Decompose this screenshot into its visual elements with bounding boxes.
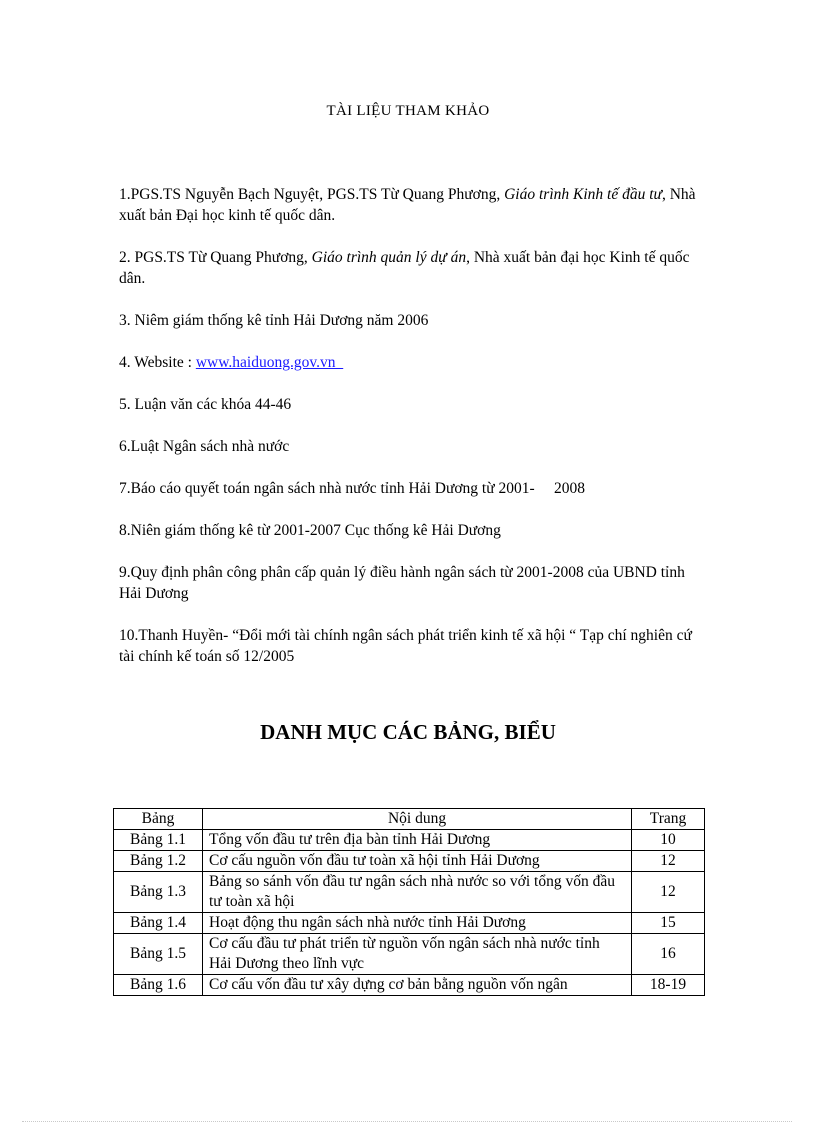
table-id-cell: Bảng 1.3 [114, 872, 203, 913]
table-page-cell: 16 [632, 934, 705, 975]
table-content-cell: Cơ cấu nguồn vốn đầu tư toàn xã hội tỉnh Hải Dương [203, 851, 632, 872]
reference-item: 6.Luật Ngân sách nhà nước [119, 438, 290, 455]
reference-item: 10.Thanh Huyền- “Đổi mới tài chính ngân sách phát triển kinh tế xã hội “ Tạp chí nghiên cứ tài chính kế toán số 12/2005 [119, 627, 692, 665]
reference-item: 3. Niêm giám thống kê tỉnh Hải Dương năm 2006 [119, 312, 429, 329]
table-id-cell: Bảng 1.2 [114, 851, 203, 872]
table-id-cell: Bảng 1.1 [114, 830, 203, 851]
reference-item: 1.PGS.TS Nguyễn Bạch Nguyệt, PGS.TS Từ Quang Phương, Giáo trình Kinh tế đầu tư, Nhà xuất bản Đại học kinh tế quốc dân. [119, 186, 696, 224]
table-page-cell: 15 [632, 913, 705, 934]
table-id-cell: Bảng 1.4 [114, 913, 203, 934]
reference-item: 7.Báo cáo quyết toán ngân sách nhà nước tỉnh Hải Dương từ 2001- 2008 [119, 480, 586, 497]
reference-item: 4. Website : www.haiduong.gov.vn [119, 354, 344, 371]
reference-item: 9.Quy định phân công phân cấp quản lý điều hành ngân sách từ 2001-2008 của UBND tỉnh Hải Dương [119, 564, 685, 602]
page-bottom-divider [22, 1121, 792, 1122]
table-row [114, 975, 705, 996]
table-content-cell: Hoạt động thu ngân sách nhà nước tỉnh Hải Dương [203, 913, 632, 934]
table-content-cell: Cơ cấu vốn đầu tư xây dựng cơ bản bằng nguồn vốn ngân [203, 975, 632, 996]
table-header-row [114, 809, 705, 830]
table-page-cell: 18-19 [632, 975, 705, 996]
table-row [114, 851, 705, 872]
references-heading: TÀI LIỆU THAM KHẢO [326, 103, 490, 119]
table-page-cell: 10 [632, 830, 705, 851]
table-page-cell: 12 [632, 851, 705, 872]
table-content-cell: Cơ cấu đầu tư phát triển từ nguồn vốn ngân sách nhà nước tỉnh Hải Dương theo lĩnh vực [203, 934, 632, 975]
table-id-cell: Bảng 1.5 [114, 934, 203, 975]
reference-item: 5. Luận văn các khóa 44-46 [119, 396, 292, 413]
tables-list-table [113, 808, 705, 996]
column-header-page: Trang [632, 809, 705, 830]
table-content-cell: Bảng so sánh vốn đầu tư ngân sách nhà nước so với tổng vốn đầu tư toàn xã hội [203, 872, 632, 913]
table-row [114, 913, 705, 934]
table-id-cell: Bảng 1.6 [114, 975, 203, 996]
table-row [114, 934, 705, 975]
reference-item: 8.Niên giám thống kê từ 2001-2007 Cục thống kê Hải Dương [119, 522, 501, 539]
references-list [119, 184, 699, 667]
column-header-table: Bảng [114, 809, 203, 830]
table-page-cell: 12 [632, 872, 705, 913]
tables-list-heading: DANH MỤC CÁC BẢNG, BIỂU [260, 720, 556, 744]
website-link[interactable]: www.haiduong.gov.vn [195, 354, 344, 371]
reference-item: 2. PGS.TS Từ Quang Phương, Giáo trình quản lý dự án, Nhà xuất bản đại học Kinh tế quốc dân. [119, 249, 690, 287]
column-header-content: Nội dung [203, 809, 632, 830]
table-content-cell: Tổng vốn đầu tư trên địa bàn tỉnh Hải Dương [203, 830, 632, 851]
table-row [114, 872, 705, 913]
table-row [114, 830, 705, 851]
